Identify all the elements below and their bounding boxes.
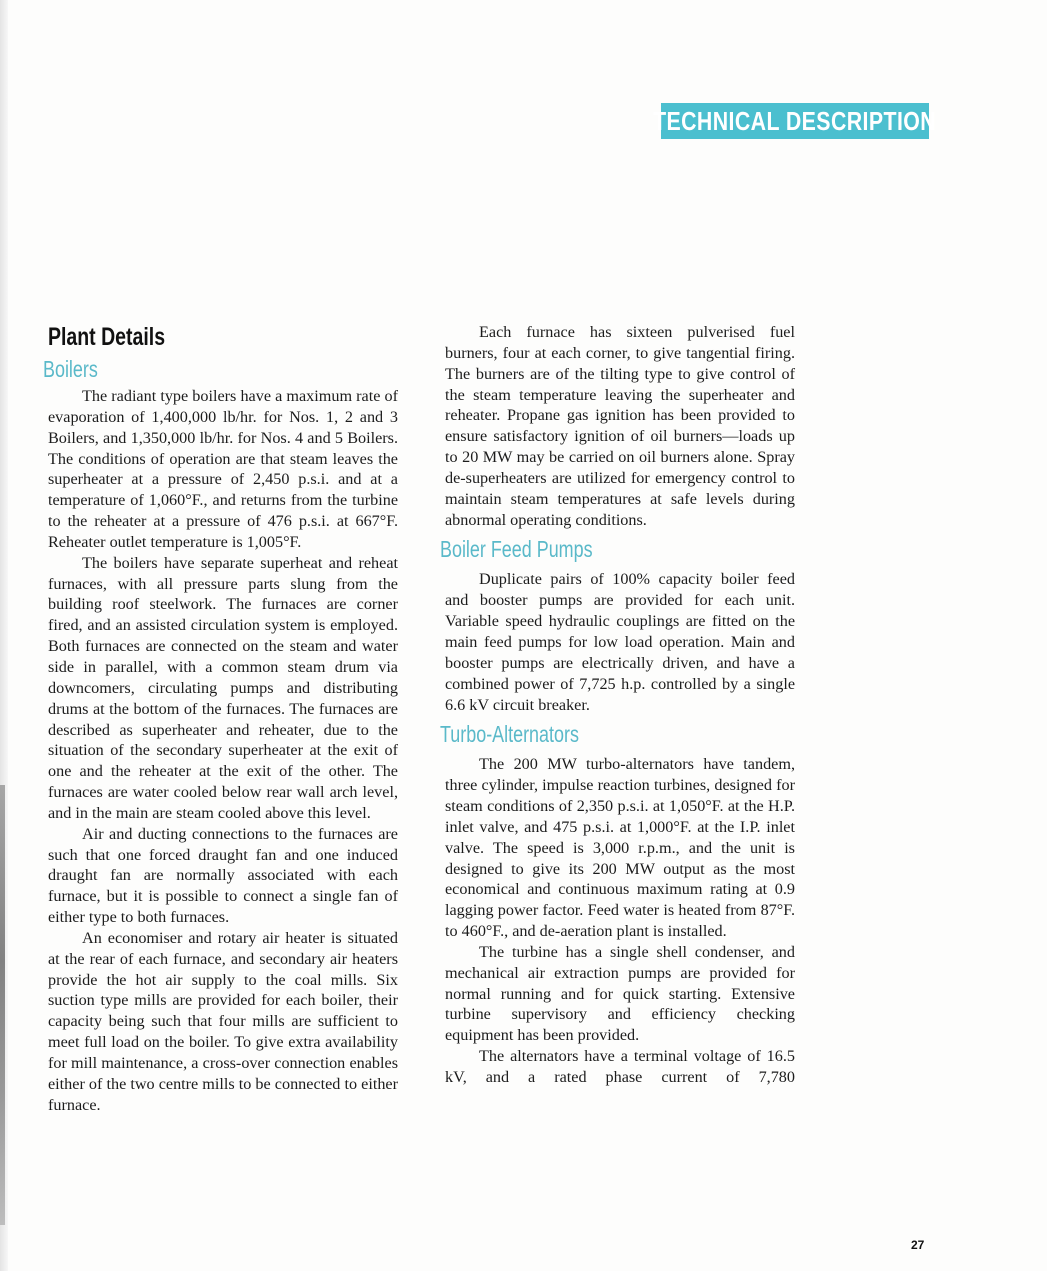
banner-label: TECHNICAL DESCRIPTION (653, 105, 937, 136)
section-banner (653, 103, 937, 139)
paragraph-feed-pumps-1: Duplicate pairs of 100% capacity boiler feed and booster pumps are provided for each unit. Variable speed hydraulic couplings are fitted on the main feed pumps for low load operation. Main and booster pumps are electrically driven, and have a combined power of 7,725 h.p. controlled by a single 6.6 kV circuit breaker. (445, 570, 795, 714)
paragraph-boilers-3: Air and ducting connections to the furnaces are such that one forced draught fan and one induced draught fan are normally associated with each furnace, but it is possible to connect a single fan of either type to both furnaces. (48, 824, 398, 927)
heading-turbo-alternators: Turbo-Alternators (440, 721, 579, 748)
paragraph-turbo-1: The 200 MW turbo-alternators have tandem, three cylinder, impulse reaction turbines, designed for steam conditions of 2,350 p.s.i. at 1,050°F. at the H.P. inlet valve, and 475 p.s.i. at 1,000°F. at the I.P. inlet valve. The speed is 3,000 r.p.m., and the unit is designed to give its 200 MW output as the most economical and continuous maximum rating at 0.9 lagging power factor. Feed water is heated from 87°F. to 460°F., and de-aeration plant is installed. (445, 755, 795, 941)
paragraph-boilers-4: An economiser and rotary air heater is situated at the rear of each furnace, and secondary air heaters provide the hot air supply to the coal mills. Six suction type mills are provided for each boiler, their capacity being such that four mills are sufficient to meet full load on the boiler. To give extra availability for mill maintenance, a cross-over connection enables either of the two centre mills to be connected to either furnace. (48, 928, 398, 1114)
page-title: Plant Details (48, 323, 166, 351)
right-column (440, 322, 795, 1088)
page-number: 27 (911, 1238, 925, 1252)
page-binding-edge (0, 785, 5, 1225)
left-column (43, 320, 398, 1116)
heading-boilers: Boilers (43, 356, 98, 382)
paragraph-boilers-1: The radiant type boilers have a maximum rate of evaporation of 1,400,000 lb/hr. for Nos. 1, 2 and 3 Boilers, and 1,350,000 lb/hr. for Nos. 4 and 5 Boilers. The conditions of operation are that steam leaves the superheater at a pressure of 2,450 p.s.i. and at a temperature of 1,060°F., and returns from the turbine to the reheater at a pressure of 476 p.s.i. at 667°F. Reheater outlet temperature is 1,005°F. (48, 387, 398, 551)
paragraph-boilers-2: The boilers have separate superheat and reheat furnaces, with all pressure parts slung from the building roof steelwork. The furnaces are corner fired, and an assisted circulation system is employed. Both furnaces are connected on the steam and water side in parallel, with a common steam drum via downcomers, circulating pumps and distributing drums at the bottom of the furnaces. The furnaces are described as superheater and reheater, due to the situation of the secondary superheater at the exit of one and the reheater at the exit of the other. The furnaces are water cooled below rear wall arch level, and in the main are steam cooled above this level. (48, 553, 398, 822)
heading-boiler-feed-pumps: Boiler Feed Pumps (440, 536, 593, 563)
paragraph-turbo-2: The turbine has a single shell condenser, and mechanical air extraction pumps are provided for normal running and for quick starting. Extensive turbine supervisory and efficiency checking equipment has been provided. (445, 942, 795, 1045)
paragraph-boilers-5: Each furnace has sixteen pulverised fuel burners, four at each corner, to give tangential firing. The burners are of the tilting type to give control of the steam temperature leaving the superheater and reheater. Propane gas ignition has been provided to ensure satisfactory ignition of oil burners—loads up to 20 MW may be carried on oil burners alone. Spray de-superheaters are utilized for emergency control to maintain steam temperatures at safe levels during abnormal operating conditions. (445, 323, 795, 529)
paragraph-turbo-3: The alternators have a terminal voltage of 16.5 kV, and a rated phase current of 7,780 (445, 1047, 795, 1086)
